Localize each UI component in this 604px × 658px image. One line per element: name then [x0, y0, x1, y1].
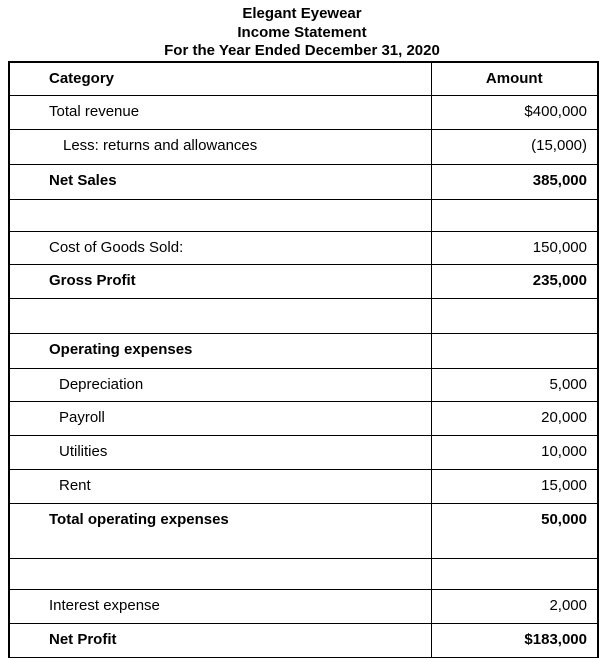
table-row-empty — [9, 559, 598, 590]
category-cell: Interest expense — [9, 590, 431, 624]
table-row — [9, 265, 598, 299]
amount-cell: $183,000 — [431, 624, 598, 658]
table-row — [9, 590, 598, 624]
amount-cell — [431, 200, 598, 232]
amount-cell — [431, 334, 598, 369]
table-row — [9, 165, 598, 200]
category-column-header: Category — [9, 62, 431, 96]
category-cell: Gross Profit — [9, 265, 431, 299]
table-header-row — [9, 62, 598, 96]
statement-type: Income Statement — [237, 23, 367, 41]
category-cell: Net Profit — [9, 624, 431, 658]
table-row — [9, 436, 598, 470]
table-row — [9, 402, 598, 436]
table-row — [9, 96, 598, 130]
category-cell: Rent — [9, 470, 431, 504]
category-cell — [9, 299, 431, 334]
document-title — [0, 0, 604, 61]
table-row-empty — [9, 200, 598, 232]
category-cell: Utilities — [9, 436, 431, 470]
category-cell: Payroll — [9, 402, 431, 436]
table-row — [9, 470, 598, 504]
table-row — [9, 334, 598, 369]
amount-cell: $400,000 — [431, 96, 598, 130]
table-row-empty — [9, 299, 598, 334]
category-cell: Depreciation — [9, 369, 431, 402]
amount-cell: 235,000 — [431, 265, 598, 299]
amount-cell: 150,000 — [431, 232, 598, 265]
table-row — [9, 130, 598, 165]
category-cell: Total revenue — [9, 96, 431, 130]
amount-cell: 5,000 — [431, 369, 598, 402]
amount-cell: 2,000 — [431, 590, 598, 624]
category-cell: Total operating expenses — [9, 504, 431, 559]
table-row — [9, 369, 598, 402]
income-statement-table — [8, 61, 599, 658]
statement-period: For the Year Ended December 31, 2020 — [164, 42, 440, 59]
table-row — [9, 624, 598, 658]
amount-cell: 385,000 — [431, 165, 598, 200]
table-row — [9, 232, 598, 265]
amount-cell: 20,000 — [431, 402, 598, 436]
amount-cell: 15,000 — [431, 470, 598, 504]
category-cell: Operating expenses — [9, 334, 431, 369]
category-cell: Less: returns and allowances — [9, 130, 431, 165]
amount-cell: 10,000 — [431, 436, 598, 470]
category-cell: Net Sales — [9, 165, 431, 200]
amount-cell — [431, 299, 598, 334]
amount-cell — [431, 559, 598, 590]
amount-cell: (15,000) — [431, 130, 598, 165]
category-cell: Cost of Goods Sold: — [9, 232, 431, 265]
amount-column-header: Amount — [431, 62, 598, 96]
table-row — [9, 504, 598, 559]
company-name: Elegant Eyewear — [242, 5, 362, 22]
amount-cell: 50,000 — [431, 504, 598, 559]
category-cell — [9, 559, 431, 590]
category-cell — [9, 200, 431, 232]
